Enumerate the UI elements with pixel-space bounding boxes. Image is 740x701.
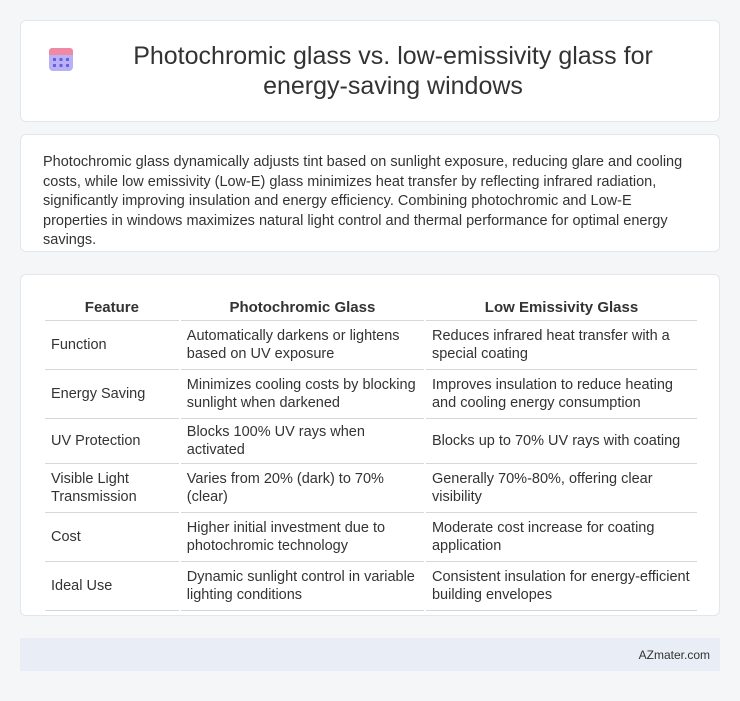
row-low-e: Blocks up to 70% UV rays with coating <box>426 419 697 464</box>
row-feature: Function <box>45 321 179 370</box>
row-feature: UV Protection <box>45 419 179 464</box>
row-low-e: Generally 70%-80%, offering clear visibility <box>426 464 697 513</box>
row-feature: Cost <box>45 513 179 562</box>
table-row <box>45 562 697 611</box>
header-photochromic: Photochromic Glass <box>181 295 424 321</box>
row-feature: Energy Saving <box>45 370 179 419</box>
calendar-icon <box>47 45 75 73</box>
row-photochromic: Automatically darkens or lightens based on UV exposure <box>181 321 424 370</box>
row-low-e: Consistent insulation for energy-efficient building envelopes <box>426 562 697 611</box>
title-wrap <box>47 41 693 101</box>
header-low-e: Low Emissivity Glass <box>426 295 697 321</box>
footer-site-link[interactable]: AZmater.com <box>638 647 710 662</box>
row-photochromic: Minimizes cooling costs by blocking sunlight when darkened <box>181 370 424 419</box>
row-low-e: Moderate cost increase for coating application <box>426 513 697 562</box>
intro-card <box>20 134 720 252</box>
page-title: Photochromic glass vs. low-emissivity glass for energy-saving windows <box>133 42 653 100</box>
row-low-e: Reduces infrared heat transfer with a special coating <box>426 321 697 370</box>
row-photochromic: Dynamic sunlight control in variable lighting conditions <box>181 562 424 611</box>
comparison-card <box>20 274 720 616</box>
row-photochromic: Blocks 100% UV rays when activated <box>181 419 424 464</box>
footer <box>20 638 720 671</box>
row-photochromic: Higher initial investment due to photochromic technology <box>181 513 424 562</box>
comparison-table <box>43 295 699 611</box>
row-feature: Ideal Use <box>45 562 179 611</box>
table-row <box>45 370 697 419</box>
row-photochromic: Varies from 20% (dark) to 70% (clear) <box>181 464 424 513</box>
header-feature: Feature <box>45 295 179 321</box>
intro-paragraph: Photochromic glass dynamically adjusts tint based on sunlight exposure, reducing glare and cooling costs, while low emissivity (Low-E) glass minimizes heat transfer by reflecting infrared radiation, significantly improving insulation and energy efficiency. Combining photochromic and Low-E properties in windows maximizes natural light control and thermal performance for optimal energy savings. <box>43 154 683 248</box>
table-row <box>45 419 697 464</box>
table-header-row <box>45 295 697 321</box>
row-feature: Visible Light Transmission <box>45 464 179 513</box>
title-card <box>20 20 720 122</box>
table-row <box>45 321 697 370</box>
row-low-e: Improves insulation to reduce heating and cooling energy consumption <box>426 370 697 419</box>
table-row <box>45 513 697 562</box>
table-row <box>45 464 697 513</box>
